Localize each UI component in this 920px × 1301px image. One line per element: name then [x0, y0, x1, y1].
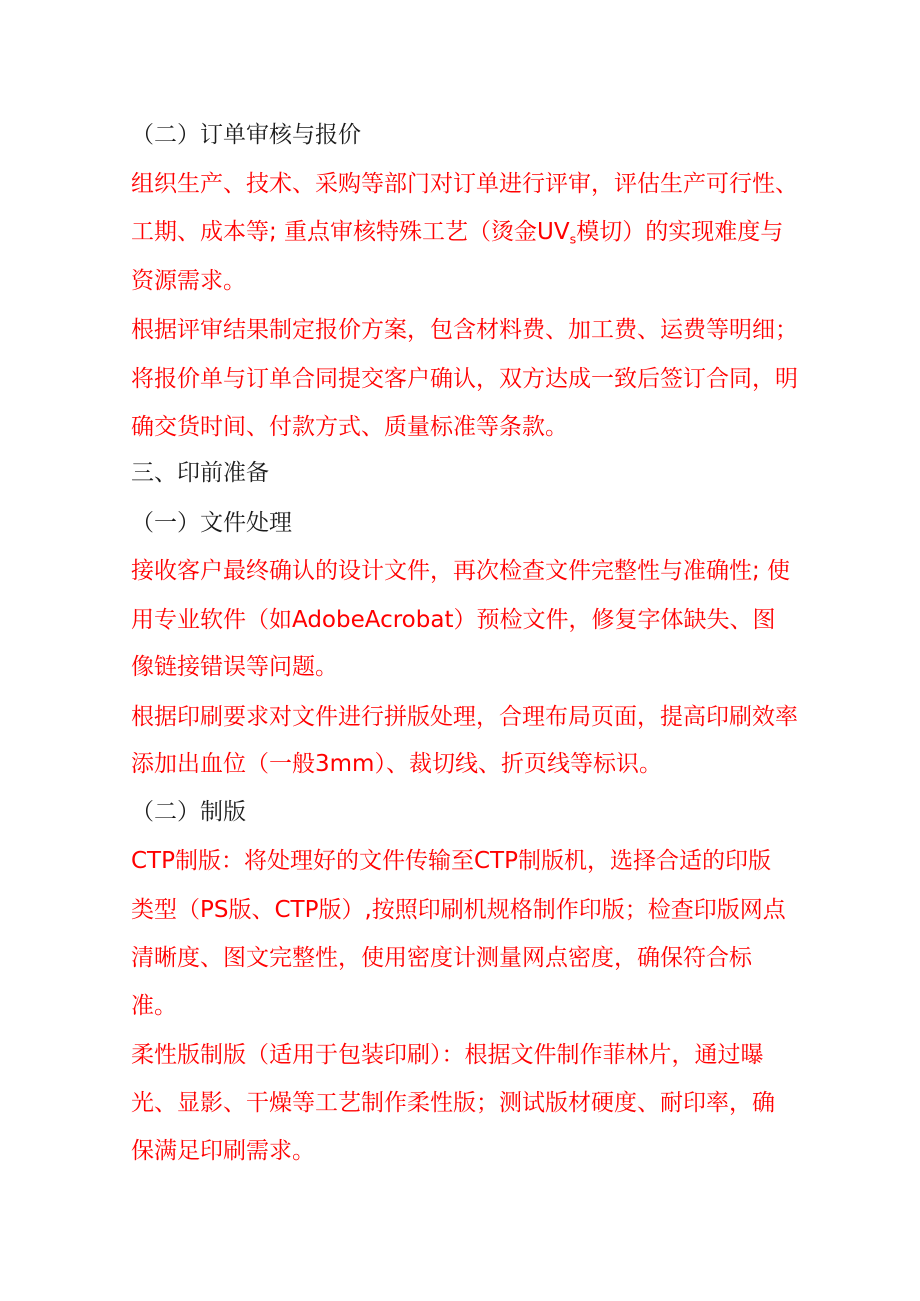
paragraph-line [131, 212, 811, 252]
paragraph-line: CTP制版：将处理好的文件传输至CTP制版机，选择合适的印版 [131, 848, 771, 874]
paragraph-line: 根据评审结果制定报价方案，包含材料费、加工费、运费等明细； [131, 317, 798, 343]
paragraph-line: 柔性版制版（适用于包装印刷）：根据文件制作菲林片，通过曝 [131, 1042, 764, 1068]
paragraph-line: 光、显影、干燥等工艺制作柔性版；测试版材硬度、耐印率，确 [131, 1090, 775, 1116]
line-text: 工期、成本等; 重点审核特殊工艺（烫金UV [131, 219, 570, 245]
paragraph-line: 确交货时间、付款方式、质量标准等条款。 [131, 414, 568, 440]
paragraph-line: 组织生产、技术、采购等部门对订单进行评审，评估生产可行性、 [131, 171, 798, 197]
section-heading-file-processing: （一）文件处理 [131, 510, 292, 536]
paragraph-line: 类型（PS版、CTP版）,按照印刷机规格制作印版；检查印版网点 [131, 897, 786, 923]
section-heading-order-review: （二）订单审核与报价 [131, 122, 361, 148]
paragraph-line: 保满足印刷需求。 [131, 1138, 315, 1164]
section-heading-platemaking: （二）制版 [131, 799, 246, 825]
paragraph-line: 接收客户最终确认的设计文件，再次检查文件完整性与准确性; 使 [131, 558, 791, 584]
subscript-text: s [569, 231, 577, 247]
paragraph-line: 准。 [131, 993, 177, 1019]
paragraph-line: 用专业软件（如AdobeAcrobat）预检文件，修复字体缺失、图 [131, 607, 776, 633]
paragraph-line: 将报价单与订单合同提交客户确认，双方达成一致后签订合同，明 [131, 366, 798, 392]
section-heading-prepress: 三、印前准备 [131, 460, 269, 486]
line-text: 模切）的实现难度与 [576, 219, 784, 245]
paragraph-line: 资源需求。 [131, 268, 246, 294]
paragraph-line: 添加出血位（一般3mm）、裁切线、折页线等标识。 [131, 751, 662, 777]
paragraph-line: 根据印刷要求对文件进行拼版处理，合理布局页面，提高印刷效率 [131, 704, 798, 730]
paragraph-line: 像链接错误等问题。 [131, 654, 338, 680]
paragraph-line: 清晰度、图文完整性，使用密度计测量网点密度，确保符合标 [131, 945, 752, 971]
